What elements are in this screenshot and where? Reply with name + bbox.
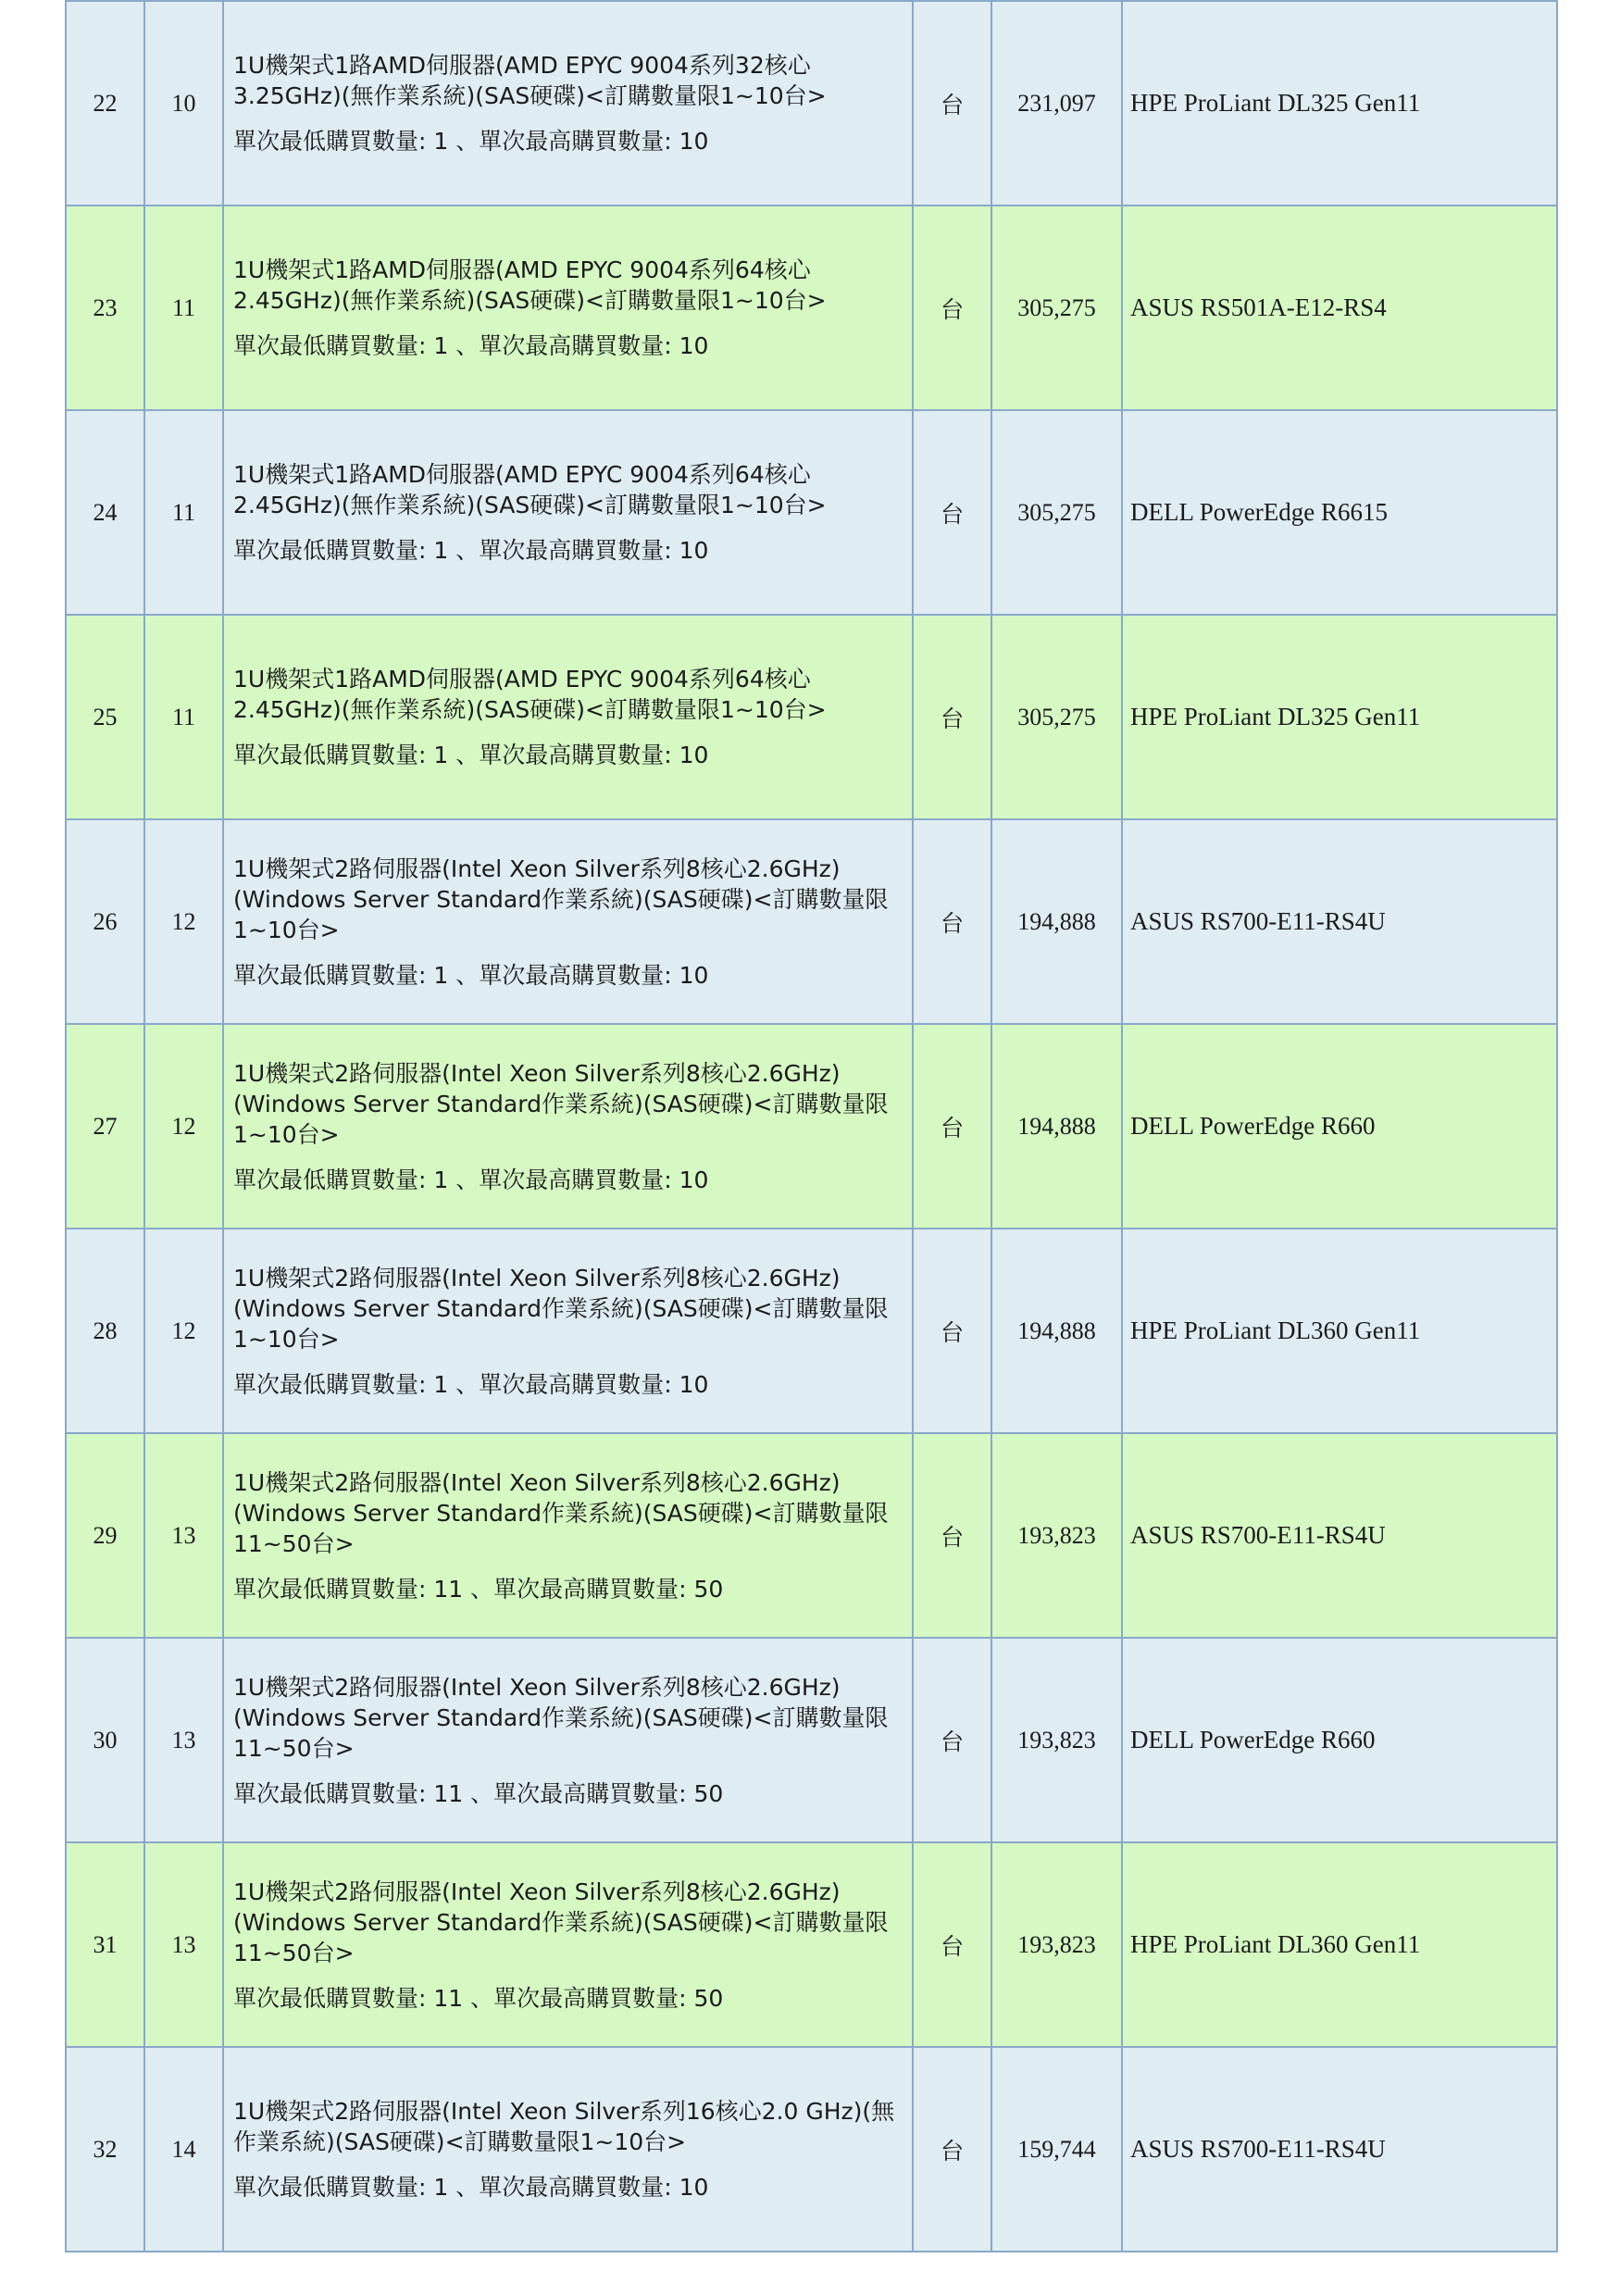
product-name: 1U機架式1路AMD伺服器(AMD EPYC 9004系列64核心2.45GHz)(無作業系統)(SAS硬碟)<訂購數量限1~10台>	[233, 461, 827, 518]
brand-model: DELL PowerEdge R660	[1122, 1638, 1557, 1842]
row-sequence-number: 27	[66, 1024, 144, 1229]
item-group-number: 13	[144, 1842, 223, 2047]
unit-label: 台	[913, 1433, 991, 1638]
unit-price: 194,888	[991, 819, 1122, 1024]
brand-model: DELL PowerEdge R660	[1122, 1024, 1557, 1229]
product-description	[223, 1842, 913, 2047]
product-name: 1U機架式2路伺服器(Intel Xeon Silver系列8核心2.6GHz)(Windows Server Standard作業系統)(SAS硬碟)<訂購數量限1~10台>	[233, 1264, 889, 1353]
item-group-number: 11	[144, 206, 223, 410]
product-description	[223, 2047, 913, 2252]
product-description	[223, 1, 913, 206]
order-quantity-limits: 單次最低購買數量: 1 、單次最高購買數量: 10	[233, 742, 709, 768]
unit-label: 台	[913, 1024, 991, 1229]
unit-price: 159,744	[991, 2047, 1122, 2252]
price-table	[65, 0, 1558, 2252]
order-quantity-limits: 單次最低購買數量: 1 、單次最高購買數量: 10	[233, 961, 709, 989]
unit-price: 194,888	[991, 1024, 1122, 1229]
product-name: 1U機架式1路AMD伺服器(AMD EPYC 9004系列64核心2.45GHz)(無作業系統)(SAS硬碟)<訂購數量限1~10台>	[233, 256, 827, 314]
product-name: 1U機架式2路伺服器(Intel Xeon Silver系列8核心2.6GHz)(Windows Server Standard作業系統)(SAS硬碟)<訂購數量限11~50台>	[233, 1673, 889, 1762]
unit-price: 194,888	[991, 1229, 1122, 1433]
item-group-number: 11	[144, 410, 223, 615]
order-quantity-limits: 單次最低購買數量: 1 、單次最高購買數量: 10	[233, 332, 709, 359]
product-description	[223, 206, 913, 410]
table-row	[66, 819, 1557, 1024]
table-row	[66, 206, 1557, 410]
order-quantity-limits: 單次最低購買數量: 11 、單次最高購買數量: 50	[233, 1575, 724, 1603]
brand-model: DELL PowerEdge R6615	[1122, 410, 1557, 615]
table-row	[66, 1638, 1557, 1842]
unit-price: 305,275	[991, 206, 1122, 410]
product-name: 1U機架式2路伺服器(Intel Xeon Silver系列8核心2.6GHz)(Windows Server Standard作業系統)(SAS硬碟)<訂購數量限11~50台>	[233, 1468, 889, 1557]
row-sequence-number: 22	[66, 1, 144, 206]
product-description	[223, 1024, 913, 1229]
product-name: 1U機架式2路伺服器(Intel Xeon Silver系列8核心2.6GHz)(Windows Server Standard作業系統)(SAS硬碟)<訂購數量限1~10台>	[233, 855, 889, 943]
order-quantity-limits: 單次最低購買數量: 1 、單次最高購買數量: 10	[233, 128, 709, 155]
product-description	[223, 615, 913, 819]
item-group-number: 13	[144, 1638, 223, 1842]
product-description	[223, 1433, 913, 1638]
item-group-number: 11	[144, 615, 223, 819]
item-group-number: 13	[144, 1433, 223, 1638]
product-description	[223, 819, 913, 1024]
unit-label: 台	[913, 615, 991, 819]
brand-model: HPE ProLiant DL360 Gen11	[1122, 1842, 1557, 2047]
item-group-number: 12	[144, 1229, 223, 1433]
table-row	[66, 1229, 1557, 1433]
order-quantity-limits: 單次最低購買數量: 11 、單次最高購買數量: 50	[233, 1984, 724, 2012]
brand-model: ASUS RS700-E11-RS4U	[1122, 2047, 1557, 2252]
product-name: 1U機架式2路伺服器(Intel Xeon Silver系列16核心2.0 GHz)(無作業系統)(SAS硬碟)<訂購數量限1~10台>	[233, 2098, 895, 2155]
row-sequence-number: 25	[66, 615, 144, 819]
order-quantity-limits: 單次最低購買數量: 1 、單次最高購買數量: 10	[233, 1166, 709, 1193]
item-group-number: 14	[144, 2047, 223, 2252]
brand-model: ASUS RS700-E11-RS4U	[1122, 819, 1557, 1024]
row-sequence-number: 30	[66, 1638, 144, 1842]
order-quantity-limits: 單次最低購買數量: 11 、單次最高購買數量: 50	[233, 1779, 724, 1807]
row-sequence-number: 26	[66, 819, 144, 1024]
row-sequence-number: 29	[66, 1433, 144, 1638]
unit-label: 台	[913, 819, 991, 1024]
unit-price: 193,823	[991, 1433, 1122, 1638]
item-group-number: 12	[144, 1024, 223, 1229]
product-description	[223, 1229, 913, 1433]
table-row	[66, 2047, 1557, 2252]
unit-price: 231,097	[991, 1, 1122, 206]
brand-model: ASUS RS700-E11-RS4U	[1122, 1433, 1557, 1638]
product-name: 1U機架式2路伺服器(Intel Xeon Silver系列8核心2.6GHz)(Windows Server Standard作業系統)(SAS硬碟)<訂購數量限11~50台>	[233, 1878, 889, 1966]
unit-label: 台	[913, 1229, 991, 1433]
unit-price: 305,275	[991, 410, 1122, 615]
table-row	[66, 1024, 1557, 1229]
unit-label: 台	[913, 1638, 991, 1842]
item-group-number: 10	[144, 1, 223, 206]
product-name: 1U機架式2路伺服器(Intel Xeon Silver系列8核心2.6GHz)(Windows Server Standard作業系統)(SAS硬碟)<訂購數量限1~10台>	[233, 1059, 889, 1148]
unit-label: 台	[913, 2047, 991, 2252]
brand-model: HPE ProLiant DL360 Gen11	[1122, 1229, 1557, 1433]
unit-label: 台	[913, 1, 991, 206]
table-row	[66, 1433, 1557, 1638]
table-row	[66, 1, 1557, 206]
unit-label: 台	[913, 206, 991, 410]
product-name: 1U機架式1路AMD伺服器(AMD EPYC 9004系列64核心2.45GHz)(無作業系統)(SAS硬碟)<訂購數量限1~10台>	[233, 666, 827, 723]
row-sequence-number: 31	[66, 1842, 144, 2047]
brand-model: ASUS RS501A-E12-RS4	[1122, 206, 1557, 410]
unit-label: 台	[913, 1842, 991, 2047]
row-sequence-number: 23	[66, 206, 144, 410]
unit-price: 193,823	[991, 1842, 1122, 2047]
order-quantity-limits: 單次最低購買數量: 1 、單次最高購買數量: 10	[233, 537, 709, 564]
unit-price: 193,823	[991, 1638, 1122, 1842]
table-row	[66, 615, 1557, 819]
table-row	[66, 1842, 1557, 2047]
brand-model: HPE ProLiant DL325 Gen11	[1122, 615, 1557, 819]
order-quantity-limits: 單次最低購買數量: 1 、單次最高購買數量: 10	[233, 1370, 709, 1398]
row-sequence-number: 28	[66, 1229, 144, 1433]
table-row	[66, 410, 1557, 615]
brand-model: HPE ProLiant DL325 Gen11	[1122, 1, 1557, 206]
row-sequence-number: 32	[66, 2047, 144, 2252]
order-quantity-limits: 單次最低購買數量: 1 、單次最高購買數量: 10	[233, 2174, 709, 2201]
product-description	[223, 1638, 913, 1842]
unit-label: 台	[913, 410, 991, 615]
product-description	[223, 410, 913, 615]
table-body	[66, 1, 1557, 2252]
unit-price: 305,275	[991, 615, 1122, 819]
product-name: 1U機架式1路AMD伺服器(AMD EPYC 9004系列32核心3.25GHz)(無作業系統)(SAS硬碟)<訂購數量限1~10台>	[233, 52, 827, 109]
row-sequence-number: 24	[66, 410, 144, 615]
item-group-number: 12	[144, 819, 223, 1024]
